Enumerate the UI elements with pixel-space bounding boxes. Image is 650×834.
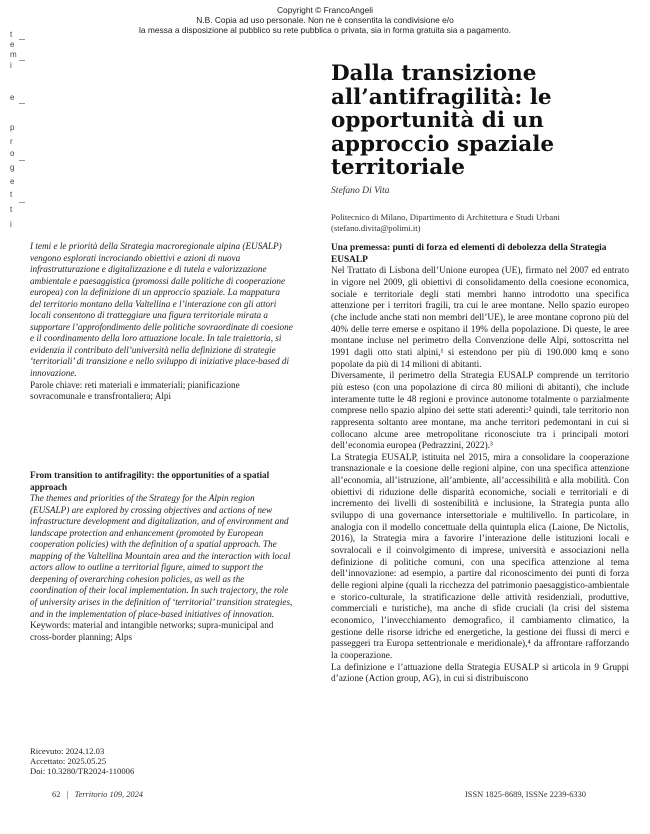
author-email: (stefano.divita@polimi.it)	[331, 223, 421, 233]
accepted-date: Accettato: 2025.05.25	[30, 756, 107, 766]
body-paragraph: La Strategia EUSALP, istituita nel 2015, mira a consolidare la cooperazione transnazionale e la coesione delle regioni alpine, con una specifica attenzione all’economia, all’istruzione, all’ambiente, all’accessibilità e alla mobilità. Con obiettivi di riduzione delle disparità economiche, sociali e territoriali e di incremento dei livelli di sostenibilità e inclusione, la Strategia punta allo sviluppo di una governance intersettoriale e multilivello. In particolare, in analogia con il modello concettuale della quintupla elica (Laione, De Nictolis, 2016), la Strategia mira a favorire l’interazione delle istituzioni locali e sovralocali e il coinvolgimento di imprese, università e associazioni nella definizione di politiche comuni, con una specifica attenzione al tema dell’innovazione: ad esempio, a partire dal riconoscimento dei punti di forza delle regioni alpine (quali la ricchezza del patrimonio paesaggistico-ambientale e storico-culturale, la stratificazione delle attività residenziali, produttive, commerciali e turistiche), ma anche di sfide cruciali (la crisi del sistema economico, l’invecchiamento demografico, il cambiamento climatico, la gestione delle risorse idriche ed energetiche, la gestione dei flussi di merci e passeggeri tra Europa settentrionale e meridionale),⁴ da affrontare rafforzando la cooperazione.	[331, 452, 629, 661]
body-paragraph: La definizione e l’attuazione della Strategia EUSALP si articola in 9 Gruppi d’azione (Action group, AG), in cui si distribuiscono	[331, 662, 629, 685]
abstract-heading: From transition to antifragility: the opportunities of a spatial approach	[30, 470, 270, 492]
sidebar-letter: e	[10, 93, 15, 102]
copyright-line: N.B. Copia ad uso personale. Non ne è consentita la condivisione e/o	[196, 15, 454, 26]
footer-separator: |	[66, 790, 69, 799]
section-heading: Una premessa: punti di forza ed elementi di debolezza della Strategia EUSALP	[331, 243, 607, 265]
sidebar-divider	[19, 39, 25, 40]
abstract-english	[30, 470, 293, 643]
sidebar-divider	[19, 103, 25, 104]
issn: ISSN 1825-8689, ISSNe 2239-6330	[465, 790, 586, 799]
sidebar-letter: o	[10, 149, 15, 158]
sidebar-letter: t	[10, 30, 13, 39]
article-body	[331, 243, 629, 686]
sidebar-letter: t	[10, 205, 13, 214]
abstract-keywords: Parole chiave: reti materiali e immateriali; pianificazione sovracomunale e transfrontaliera; Alpi	[30, 379, 240, 402]
abstract-keywords: Keywords: material and intangible networks; supra-municipal and cross-border planning; Alps	[30, 620, 274, 642]
journal-name: Territorio 109, 2024	[74, 790, 143, 799]
copyright-line: la messa a disposizione al pubblico su rete pubblica o privata, sia in forma gratuita sia a pagamento.	[139, 25, 511, 36]
sidebar-letter: m	[10, 50, 17, 59]
doi: Doi: 10.3280/TR2024-110006	[30, 766, 135, 776]
sidebar-letter: e	[10, 177, 15, 186]
author-affiliation	[331, 212, 631, 234]
abstract-text: The themes and priorities of the Strategy for the Alpin region (EUSALP) are explored by crossing objectives and actions of new infrastructure development and digitalization, and of environment and landscape protection and enhancement (promoted by European cooperation policies) with the definition of a spatial approach. The mapping of the Valtellina Mountain area and the interaction with local actors allow to outline a territorial figure, aimed to support the deepening of overarching cohesion policies, as well as the coordination of their local implementation. In such trajectory, the role of university arises in the definition of ‘territorial’ transition strategies, and in the implementation of place-based initiatives of innovation.	[30, 493, 293, 619]
body-paragraph: Diversamente, il perimetro della Strategia EUSALP comprende un territorio più esteso (con una popolazione di circa 80 milioni di abitanti), che include interamente tutte le 48 regioni e province autonome totalmente o parzialmente comprese nello spazio alpino dei sette stati aderenti:² quindi, tale territorio non rappresenta soltanto aree montane, ma anche territori pedemontani in cui si collocano alcune aree metropolitane riconosciute tra i principali motori dell’economia europea (Pedrazzini, 2022).³	[331, 371, 629, 452]
sidebar-divider	[19, 60, 25, 61]
abstract-italian	[30, 241, 293, 403]
sidebar-letter: t	[10, 190, 13, 199]
sidebar-divider	[19, 160, 25, 161]
article-author: Stefano Di Vita	[331, 185, 390, 196]
sidebar-letter: r	[10, 137, 13, 146]
sidebar-divider	[19, 202, 25, 203]
page-number: 62	[52, 790, 61, 799]
sidebar-letter: i	[10, 61, 12, 70]
body-paragraph: Nel Trattato di Lisbona dell’Unione europea (UE), firmato nel 2007 ed entrato in vigore nel 2009, gli obiettivi di consolidamento della coesione economica, sociale e territoriale degli stati membri hanno introdotto una specifica attenzione per i territori fragili, tra cui le aree montane. Nello spazio europeo (che include anche stati non membri dell’UE), le aree montane coprono più del 40% delle terre emerse e ospitano il 19% della popolazione. Di queste, le aree montane incluse nel perimetro della Convenzione delle Alpi, sottoscritta nel 1991 dagli otto stati alpini,¹ si estendono per più di 190.000 kmq e sono popolate da più di 14 milioni di abitanti.	[331, 266, 629, 370]
copyright-line: Copyright © FrancoAngeli	[276, 5, 373, 15]
copyright-notice	[0, 5, 650, 36]
sidebar-letter: g	[10, 163, 15, 172]
article-title: Dalla transizione all’antifragilità: le opportunità di un approccio spaziale territoriale	[331, 61, 555, 181]
sidebar-letter: e	[10, 40, 15, 49]
sidebar-letter: p	[10, 123, 15, 132]
affiliation-line: Politecnico di Milano, Dipartimento di Architettura e Studi Urbani	[331, 212, 560, 222]
received-date: Ricevuto: 2024.12.03	[30, 746, 105, 756]
article-dates	[30, 746, 134, 776]
page-footer-left	[52, 790, 143, 799]
sidebar-letter: i	[10, 220, 12, 229]
abstract-text: I temi e le priorità della Strategia macroregionale alpina (EUSALP) vengono esplorati incrociando obiettivi e azioni di nuova infrastrutturazione e digitalizzazione e di tutela e valorizzazione ambientale e paesaggistica (promossi dalle politiche di cooperazione europea) con la definizione di un approccio spaziale. La mappatura del territorio montano della Valtellina e l’interazione con gli attori locali consentono di tratteggiare una figura territoriale mirata a supportare l’approfondimento delle politiche sovraordinate di coesione e il coordinamento della loro attuazione locale. In tale traiettoria, si evidenzia il contributo dell’università nella definizione di strategie ‘territoriali’ di transizione e nello sviluppo di iniziative place-based di innovazione.	[30, 241, 293, 379]
